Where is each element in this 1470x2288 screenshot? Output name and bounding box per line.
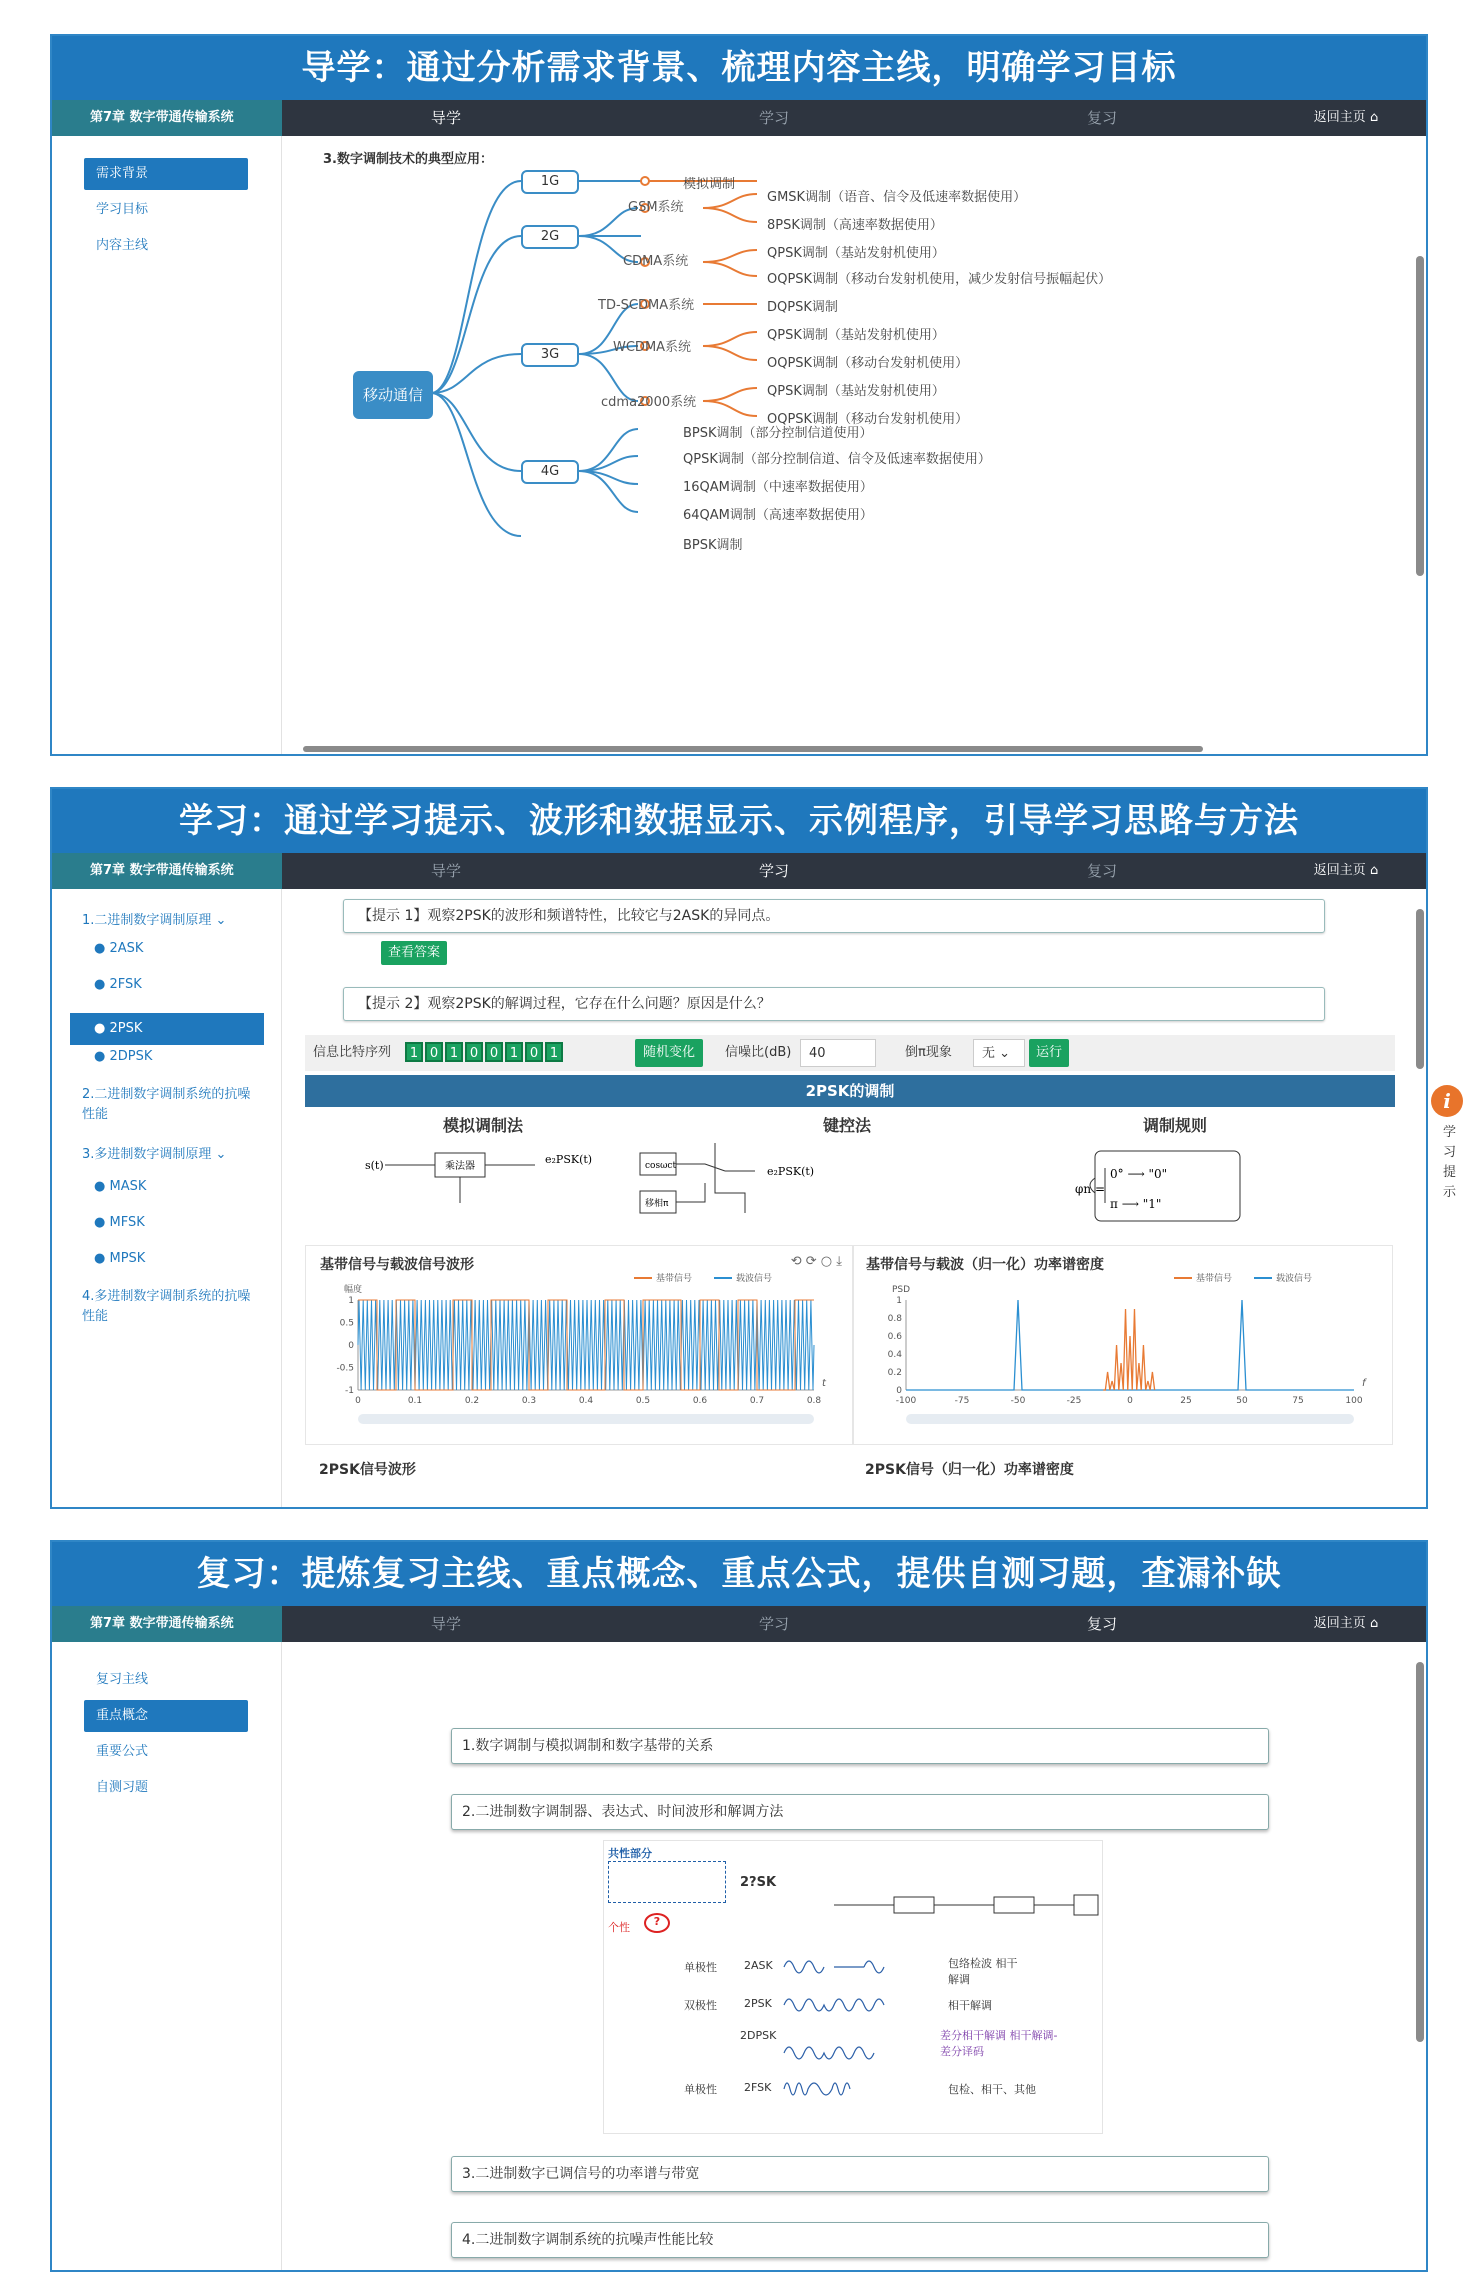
bullet-icon: ● xyxy=(94,1251,110,1266)
x-tick-label: 0 xyxy=(1127,1396,1133,1406)
app-title: 第7章 数字带通传输系统 xyxy=(52,100,282,136)
chart-2-plot xyxy=(854,1272,1394,1442)
sidebar-group-4[interactable]: 4.多进制数字调制系统的抗噪性能 xyxy=(82,1289,251,1324)
bullet-icon: ● xyxy=(94,1215,110,1230)
app-title: 第7章 数字带通传输系统 xyxy=(52,853,282,889)
tab-guide[interactable]: 导学 xyxy=(430,862,461,880)
tab-study[interactable]: 学习 xyxy=(758,109,789,127)
x-tick-label: 75 xyxy=(1292,1396,1304,1406)
snr-label: 信噪比(dB) xyxy=(725,1045,792,1060)
svg-text:cosωct: cosωct xyxy=(645,1161,677,1171)
sidebar-item-2psk[interactable] xyxy=(70,1013,264,1045)
top-nav xyxy=(52,100,1426,136)
review-banner: 复习：提炼复习主线、重点概念、重点公式，提供自测习题，查漏补缺 xyxy=(52,1542,1426,1606)
study-banner: 学习：通过学习提示、波形和数据显示、示例程序，引导学习思路与方法 xyxy=(52,789,1426,853)
summary-waveforms xyxy=(604,1841,1104,2135)
review-panel xyxy=(50,1540,1428,2272)
demod-2psk: 相干解调 xyxy=(948,1999,992,2012)
info-icon[interactable]: i xyxy=(1431,1085,1463,1117)
col-analog-title: 模拟调制法 xyxy=(443,1116,524,1135)
guide-panel xyxy=(50,34,1428,756)
side-hint-char: 提 xyxy=(1443,1165,1457,1180)
leaf-10: BPSK调制（部分控制信道使用） xyxy=(683,426,873,441)
svg-text:乘法器: 乘法器 xyxy=(445,1161,475,1172)
sidebar-item-formulas[interactable]: 重要公式 xyxy=(96,1744,149,1759)
bit-6[interactable]: 0 xyxy=(525,1042,543,1062)
root-node[interactable]: 移动通信 xyxy=(353,371,433,419)
zoom-slider xyxy=(358,1414,814,1424)
sidebar-item-2fsk[interactable] xyxy=(94,977,281,1013)
review-item-3[interactable]: 3.二进制数字已调信号的功率谱与带宽 xyxy=(451,2156,1269,2192)
leaf-0: 模拟调制 xyxy=(683,177,736,192)
svg-text:φn =: φn = xyxy=(1075,1182,1105,1196)
sidebar-item-mfsk[interactable] xyxy=(94,1215,281,1251)
leaf-1: GMSK调制（语音、信令及低速率数据使用） xyxy=(767,190,1027,205)
sidebar-item-exercises[interactable]: 自测习题 xyxy=(96,1780,149,1795)
item-label: 2FSK xyxy=(109,977,142,992)
bit-3[interactable]: 0 xyxy=(465,1042,483,1062)
home-link[interactable] xyxy=(1266,853,1426,889)
x-tick-label: 100 xyxy=(1345,1396,1363,1406)
tab-guide[interactable]: 导学 xyxy=(430,1615,461,1633)
common-part-label: 共性部分 xyxy=(608,1847,652,1860)
x-tick-label: 0.7 xyxy=(749,1396,765,1406)
chart-title: 基带信号与载波（归一化）功率谱密度 xyxy=(866,1257,1104,1273)
x-tick-label: 25 xyxy=(1180,1396,1192,1406)
pi-select[interactable] xyxy=(973,1039,1025,1067)
y-axis-label: PSD xyxy=(892,1285,911,1295)
col-rule-title: 调制规则 xyxy=(1143,1116,1208,1135)
x-tick-label: -100 xyxy=(895,1396,917,1406)
bit-4[interactable]: 0 xyxy=(485,1042,503,1062)
legend-label: 基带信号 xyxy=(656,1274,693,1284)
bit-1[interactable]: 0 xyxy=(425,1042,443,1062)
study-panel xyxy=(50,787,1457,1509)
show-answer-button[interactable]: 查看答案 xyxy=(381,941,447,965)
vertical-scrollbar[interactable] xyxy=(1416,256,1424,576)
vertical-scrollbar[interactable] xyxy=(1416,1662,1424,2042)
label-2sk: 2?SK xyxy=(740,1875,777,1890)
bullet-icon: ● xyxy=(94,1049,110,1064)
review-content xyxy=(283,1642,1426,2270)
chart-3-title: 2PSK信号波形 xyxy=(319,1462,416,1478)
y-tick-label: 0 xyxy=(896,1386,902,1396)
section-title: 2PSK的调制 xyxy=(305,1075,1395,1107)
guide-banner: 导学：通过分析需求背景、梳理内容主线，明确学习目标 xyxy=(52,36,1426,100)
home-icon: ⌂ xyxy=(1365,110,1379,125)
tab-review[interactable]: 复习 xyxy=(1086,109,1117,127)
bit-0[interactable]: 1 xyxy=(405,1042,423,1062)
demod-2dpsk: 差分相干解调 相干解调-差分译码 xyxy=(940,2029,1058,2058)
sidebar-item-mainline[interactable]: 内容主线 xyxy=(96,238,149,253)
review-item-2[interactable]: 2.二进制数字调制器、表达式、时间波形和解调方法 xyxy=(451,1794,1269,1830)
leaf-4: OQPSK调制（移动台发射机使用，减少发射信号振幅起伏） xyxy=(767,272,1112,287)
bullet-icon: ● xyxy=(94,1179,110,1194)
bit-5[interactable]: 1 xyxy=(505,1042,523,1062)
individual-label: 个性 xyxy=(608,1921,630,1934)
x-tick-label: 0.3 xyxy=(521,1396,537,1406)
y-tick-label: 0 xyxy=(348,1341,354,1351)
run-button[interactable]: 运行 xyxy=(1029,1039,1069,1067)
bit-7[interactable]: 1 xyxy=(545,1042,563,1062)
sidebar-item-background[interactable]: 需求背景 xyxy=(84,158,248,190)
x-axis-label: t xyxy=(822,1378,826,1389)
app-title: 第7章 数字带通传输系统 xyxy=(52,1606,282,1642)
horizontal-scrollbar[interactable] xyxy=(303,746,1203,752)
chart-title: 基带信号与载波信号波形 xyxy=(320,1257,474,1273)
leaf-14: BPSK调制 xyxy=(683,538,743,553)
question-icon: ? xyxy=(644,1913,670,1933)
sidebar-item-mainline[interactable]: 复习主线 xyxy=(96,1672,149,1687)
svg-text:π ⟶ "1": π ⟶ "1" xyxy=(1110,1197,1162,1211)
bit-sequence[interactable] xyxy=(405,1042,565,1064)
home-label: 返回主页 xyxy=(1313,863,1366,878)
sidebar-group-3[interactable] xyxy=(82,1143,281,1179)
tab-guide[interactable]: 导学 xyxy=(430,109,461,127)
chart-4-title: 2PSK信号（归一化）功率谱密度 xyxy=(865,1462,1074,1478)
item-label: MFSK xyxy=(109,1215,145,1230)
bullet-icon: ● xyxy=(94,1021,110,1036)
modulation-diagrams xyxy=(305,1133,1395,1223)
review-sidebar xyxy=(52,1642,282,2270)
pi-label: 倒π现象 xyxy=(905,1045,952,1060)
side-hint-char: 示 xyxy=(1443,1185,1457,1200)
summary-diagram xyxy=(603,1840,1103,2134)
tab-review[interactable]: 复习 xyxy=(1086,1615,1117,1633)
hint-2: 【提示 2】观察2PSK的解调过程，它存在什么问题？原因是什么？ xyxy=(343,987,1325,1021)
system-tdscdma: TD-SCDMA系统 xyxy=(598,298,695,313)
sidebar-item-mask[interactable] xyxy=(94,1179,281,1215)
x-tick-label: -75 xyxy=(954,1396,970,1406)
item-label: 2DPSK xyxy=(109,1049,153,1064)
kind-unipolar-2: 单极性 xyxy=(684,2083,717,2096)
demod-2ask: 包络检波 相干解调 xyxy=(948,1957,1018,1986)
legend-label: 载波信号 xyxy=(1276,1274,1313,1284)
random-button[interactable]: 随机变化 xyxy=(635,1039,703,1067)
sidebar-item-2dpsk[interactable] xyxy=(94,1049,281,1085)
svg-text:e₂PSK(t): e₂PSK(t) xyxy=(767,1165,815,1178)
home-icon: ⌂ xyxy=(1365,863,1379,878)
group-label: 3.多进制数字调制原理 xyxy=(82,1147,212,1162)
leaf-13: 64QAM调制（高速率数据使用） xyxy=(683,508,873,523)
carrier-wave xyxy=(358,1300,814,1390)
mod-2ask: 2ASK xyxy=(744,1959,773,1972)
x-tick-label: 0.2 xyxy=(464,1396,480,1406)
item-label: 2ASK xyxy=(109,941,144,956)
chart-toolbar-icons[interactable]: ⟲ ⟳ ○ ⤓ xyxy=(790,1254,842,1269)
leaf-12: 16QAM调制（中速率数据使用） xyxy=(683,480,873,495)
y-tick-label: 1 xyxy=(348,1296,354,1306)
kind-bipolar: 双极性 xyxy=(684,1999,717,2012)
gen-2g[interactable]: 2G xyxy=(521,225,579,249)
kind-unipolar: 单极性 xyxy=(684,1961,717,1974)
y-tick-label: 0.4 xyxy=(887,1350,902,1360)
side-hint-char: 学 xyxy=(1443,1125,1457,1140)
bullet-icon: ● xyxy=(94,977,110,992)
top-nav xyxy=(52,853,1426,889)
tab-study[interactable]: 学习 xyxy=(758,862,789,880)
chart-baseband-carrier xyxy=(305,1245,853,1445)
chevron-down-icon: ⌄ xyxy=(215,913,227,928)
item-label: MPSK xyxy=(109,1251,146,1266)
leaf-5: DQPSK调制 xyxy=(767,300,838,315)
home-label: 返回主页 xyxy=(1313,110,1366,125)
home-icon: ⌂ xyxy=(1365,1616,1379,1631)
leaf-8: QPSK调制（基站发射机使用） xyxy=(767,384,945,399)
group-label: 1.二进制数字调制原理 xyxy=(82,913,212,928)
chevron-down-icon: ⌄ xyxy=(215,1147,227,1162)
snr-input[interactable]: 40 xyxy=(800,1039,876,1067)
gen-4g[interactable]: 4G xyxy=(521,460,579,484)
x-tick-label: 0.8 xyxy=(806,1396,822,1406)
tab-review[interactable]: 复习 xyxy=(1086,862,1117,880)
side-hint-label[interactable] xyxy=(1443,1123,1459,1203)
sidebar-item-mpsk[interactable] xyxy=(94,1251,281,1287)
chart-1-plot xyxy=(306,1272,854,1442)
x-tick-label: -25 xyxy=(1066,1396,1082,1406)
y-tick-label: 0.8 xyxy=(887,1314,902,1324)
item-label: 2PSK xyxy=(109,1021,143,1036)
x-tick-label: 0.1 xyxy=(407,1396,423,1406)
mod-2fsk: 2FSK xyxy=(744,2081,772,2094)
mod-2psk: 2PSK xyxy=(744,1997,772,2010)
system-cdma: CDMA系统 xyxy=(623,254,689,269)
bit-2[interactable]: 1 xyxy=(445,1042,463,1062)
col-keying-title: 键控法 xyxy=(823,1116,872,1135)
top-nav xyxy=(52,1606,1426,1642)
chart-psd xyxy=(853,1245,1393,1445)
y-tick-label: -1 xyxy=(345,1386,354,1396)
legend-label: 载波信号 xyxy=(736,1274,773,1284)
chevron-down-icon: ⌄ xyxy=(999,1046,1011,1061)
vertical-scrollbar[interactable] xyxy=(1416,909,1424,1069)
leaf-6: QPSK调制（基站发射机使用） xyxy=(767,328,945,343)
system-wcdma: WCDMA系统 xyxy=(613,340,692,355)
sidebar-item-2ask[interactable] xyxy=(94,941,281,977)
y-tick-label: -0.5 xyxy=(336,1363,354,1374)
side-hint-char: 习 xyxy=(1443,1145,1457,1160)
gen-1g[interactable]: 1G xyxy=(521,170,579,194)
sidebar-group-1[interactable] xyxy=(82,909,281,941)
x-axis-label: f xyxy=(1362,1378,1366,1389)
x-tick-label: 50 xyxy=(1236,1396,1248,1406)
x-tick-label: 0.6 xyxy=(692,1396,708,1406)
control-bar xyxy=(305,1035,1395,1071)
gen-3g[interactable]: 3G xyxy=(521,343,579,367)
y-tick-label: 0.6 xyxy=(887,1332,902,1342)
svg-text:0° ⟶ "0": 0° ⟶ "0" xyxy=(1110,1167,1168,1181)
x-tick-label: 0 xyxy=(355,1396,361,1406)
y-tick-label: 1 xyxy=(896,1296,902,1306)
bullet-icon: ● xyxy=(94,941,110,956)
leaf-2: 8PSK调制（高速率数据使用） xyxy=(767,218,943,233)
study-sidebar xyxy=(52,889,282,1507)
leaf-11: QPSK调制（部分控制信道、信令及低速率数据使用） xyxy=(683,452,991,467)
svg-text:e₂PSK(t): e₂PSK(t) xyxy=(545,1153,593,1166)
review-item-1[interactable]: 1.数字调制与模拟调制和数字基带的关系 xyxy=(451,1728,1269,1764)
x-tick-label: -50 xyxy=(1010,1396,1026,1406)
guide-sidebar xyxy=(52,136,282,754)
leaf-3: QPSK调制（基站发射机使用） xyxy=(767,246,945,261)
x-tick-label: 0.4 xyxy=(578,1396,594,1406)
zoom-slider xyxy=(906,1414,1354,1424)
baseband-psd xyxy=(1103,1309,1155,1390)
demod-2fsk: 包检、相干、其他 xyxy=(948,2083,1036,2096)
sidebar-group-2[interactable]: 2.二进制数字调制系统的抗噪性能 xyxy=(82,1087,251,1122)
pi-value: 无 xyxy=(982,1046,996,1061)
svg-text:移相π: 移相π xyxy=(645,1199,669,1209)
x-tick-label: 0.5 xyxy=(635,1396,651,1406)
section-heading: 3.数字调制技术的典型应用： xyxy=(323,152,493,167)
item-label: MASK xyxy=(109,1179,147,1194)
tab-study[interactable]: 学习 xyxy=(758,1615,789,1633)
leaf-7: OQPSK调制（移动台发射机使用） xyxy=(767,356,969,371)
sidebar-item-goals[interactable]: 学习目标 xyxy=(96,202,149,217)
y-tick-label: 0.5 xyxy=(339,1318,354,1329)
home-link[interactable] xyxy=(1266,1606,1426,1642)
study-content xyxy=(283,889,1457,1507)
sidebar-item-concepts[interactable]: 重点概念 xyxy=(84,1700,248,1732)
y-axis-label: 幅度 xyxy=(344,1285,363,1295)
system-gsm: GSM系统 xyxy=(628,200,684,215)
home-label: 返回主页 xyxy=(1313,1616,1366,1631)
review-item-4[interactable]: 4.二进制数字调制系统的抗噪声性能比较 xyxy=(451,2222,1269,2258)
leaf-9: OQPSK调制（移动台发射机使用） xyxy=(767,412,969,427)
y-tick-label: 0.2 xyxy=(887,1368,902,1378)
hint-1: 【提示 1】观察2PSK的波形和频谱特性，比较它与2ASK的异同点。 xyxy=(343,899,1325,933)
system-cdma2000: cdma2000系统 xyxy=(601,395,697,410)
legend-label: 基带信号 xyxy=(1196,1274,1233,1284)
home-link[interactable] xyxy=(1266,100,1426,136)
svg-text:s(t): s(t) xyxy=(365,1159,384,1172)
seq-label: 信息比特序列 xyxy=(313,1045,392,1060)
mod-2dpsk: 2DPSK xyxy=(740,2029,777,2042)
guide-content xyxy=(283,136,1426,754)
